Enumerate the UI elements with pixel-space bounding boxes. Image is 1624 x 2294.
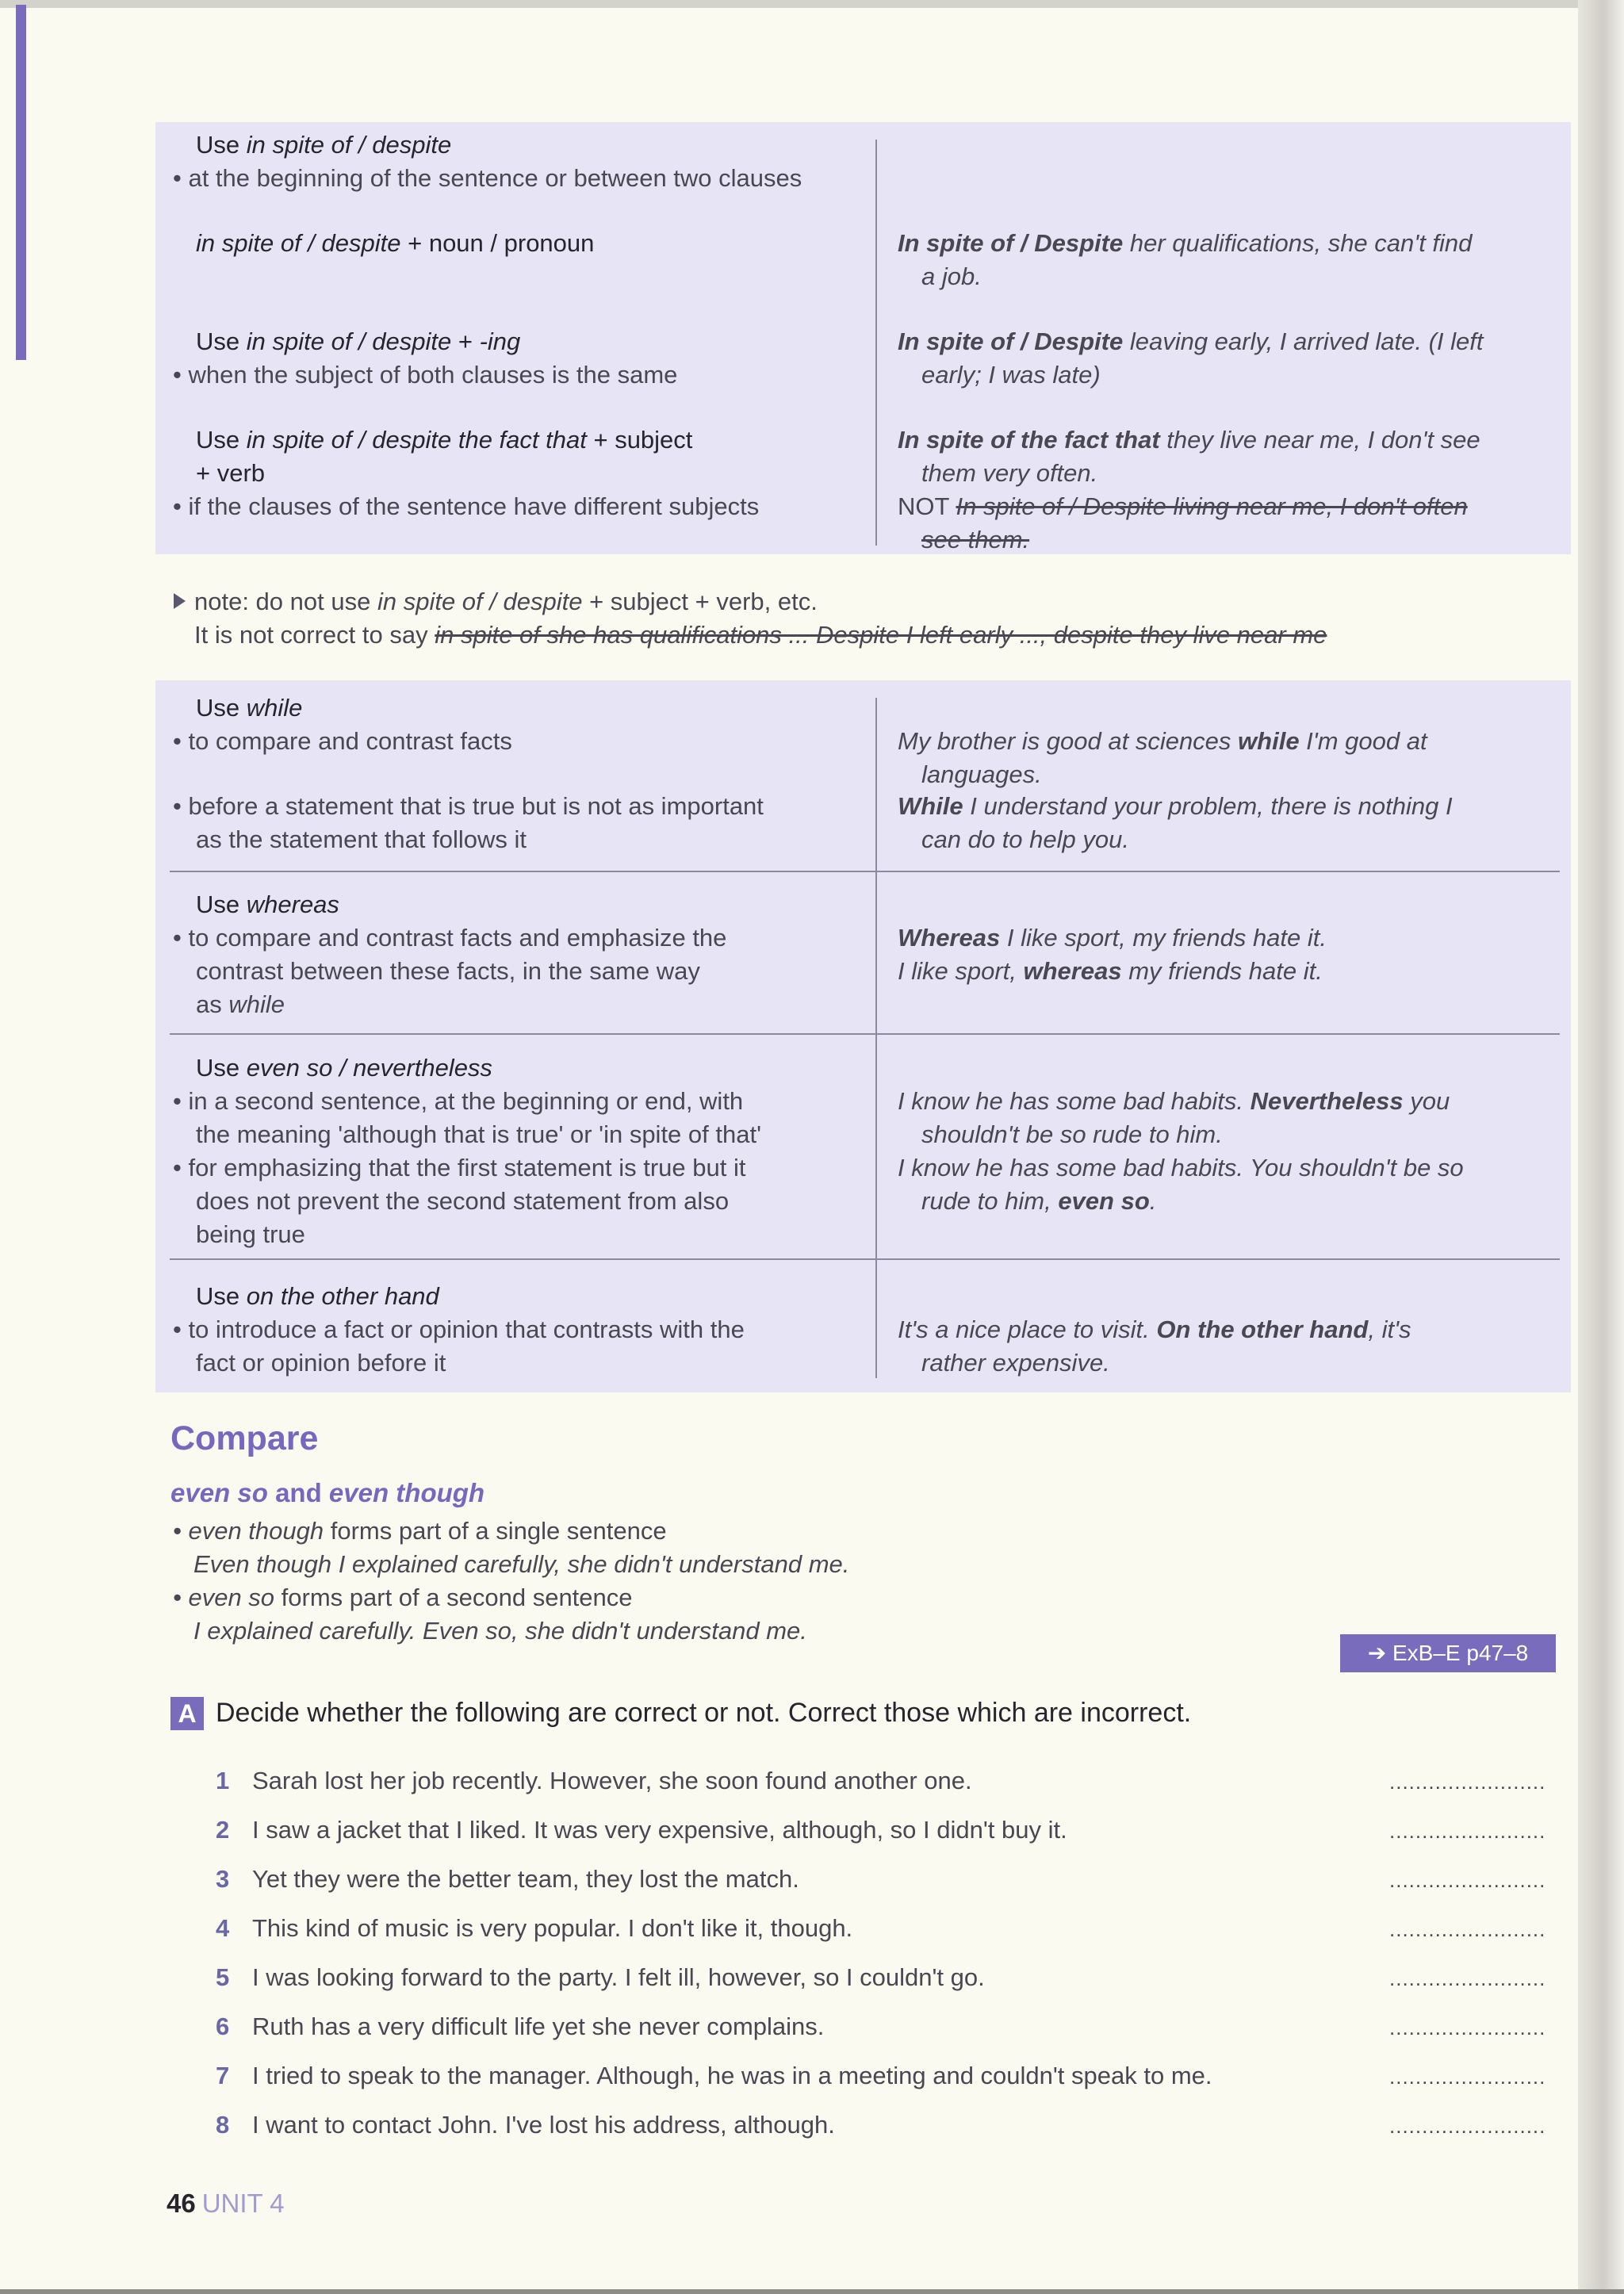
even-so-bullet-1: • in a second sentence, at the beginning or end, with: [173, 1087, 744, 1115]
rule-heading-even-so: Use even so / nevertheless: [196, 1054, 492, 1082]
pattern-noun-pronoun: in spite of / despite + noun / pronoun: [196, 229, 595, 257]
example-ing: In spite of / Despite leaving early, I arrived late. (I left: [898, 327, 1484, 355]
even-so-example-2-cont: rude to him, even so.: [921, 1187, 1157, 1215]
answer-line[interactable]: ........................: [1389, 2114, 1546, 2138]
even-so-bullet-2: • for emphasizing that the first statement is true but it: [173, 1154, 746, 1181]
note-line-2: It is not correct to say in spite of she has qualifications ... Despite I left early ..., despite they live near me: [194, 621, 1327, 649]
page-footer: [167, 2189, 285, 2219]
rule-bullet-different-subjects: • if the clauses of the sentence have different subjects: [173, 492, 760, 520]
exercise-item: 4 This kind of music is very popular. I don't like it, though.: [216, 1914, 853, 1942]
rule-bullet-same-subject: • when the subject of both clauses is the same: [173, 361, 678, 389]
exercise-item: 5 I was looking forward to the party. I felt ill, however, so I couldn't go.: [216, 1963, 985, 1991]
example-ing-cont: early; I was late): [921, 361, 1101, 389]
even-so-bullet-1-cont: the meaning 'although that is true' or 'in spite of that': [196, 1120, 761, 1148]
other-hand-bullet-1-cont: fact or opinion before it: [196, 1349, 446, 1377]
panel-2-column-divider: [875, 698, 877, 1378]
whereas-bullet-1-cont1: contrast between these facts, in the same way: [196, 957, 700, 985]
panel-1-column-divider: [875, 140, 877, 546]
while-bullet-2-cont: as the statement that follows it: [196, 825, 527, 853]
page-right-edge: [1578, 0, 1624, 2294]
exercise-instruction: Decide whether the following are correct or not. Correct those which are incorrect.: [216, 1698, 1192, 1728]
compare-example-1: Even though I explained carefully, she didn't understand me.: [193, 1550, 850, 1578]
rule-heading-in-spite-of: Use in spite of / despite: [196, 131, 452, 159]
note-arrow-icon: [174, 593, 186, 609]
rule-heading-fact-that: Use in spite of / despite the fact that + subject: [196, 426, 693, 454]
compare-bullet-2: • even so forms part of a second sentence: [173, 1584, 633, 1611]
while-example-1-cont: languages.: [921, 760, 1042, 788]
other-hand-example: It's a nice place to visit. On the other hand, it's: [898, 1316, 1411, 1343]
other-hand-bullet-1: • to introduce a fact or opinion that contrasts with the: [173, 1316, 745, 1343]
while-example-2-cont: can do to help you.: [921, 825, 1129, 853]
answer-line[interactable]: ........................: [1389, 2065, 1546, 2089]
example-fact-that-cont: them very often.: [921, 459, 1098, 487]
whereas-example-1: Whereas I like sport, my friends hate it.: [898, 924, 1327, 952]
while-example-1: My brother is good at sciences while I'm good at: [898, 727, 1427, 755]
other-hand-example-cont: rather expensive.: [921, 1349, 1110, 1377]
exercise-item: 1 Sarah lost her job recently. However, she soon found another one.: [216, 1767, 972, 1794]
exercise-item: 3 Yet they were the better team, they lost the match.: [216, 1865, 799, 1893]
even-so-example-2: I know he has some bad habits. You shouldn't be so: [898, 1154, 1464, 1181]
exercise-item: 7 I tried to speak to the manager. Although, he was in a meeting and couldn't speak to me.: [216, 2062, 1212, 2089]
exercise-a-badge: A: [170, 1697, 204, 1730]
page-number: 46: [167, 2189, 196, 2218]
example-fact-that: In spite of the fact that they live near me, I don't see: [898, 426, 1480, 454]
cross-reference-link[interactable]: ➔ ExB–E p47–8: [1340, 1634, 1556, 1672]
rule-bullet-position: • at the beginning of the sentence or between two clauses: [173, 164, 802, 192]
unit-label: UNIT 4: [201, 2189, 285, 2218]
rule-heading-while: Use while: [196, 694, 303, 722]
exercise-item: 2 I saw a jacket that I liked. It was very expensive, although, so I didn't buy it.: [216, 1816, 1067, 1844]
note-line-1: note: do not use in spite of / despite + subject + verb, etc.: [194, 588, 818, 615]
example-noun: In spite of / Despite her qualifications, she can't find: [898, 229, 1473, 257]
exercise-item: 6 Ruth has a very difficult life yet she never complains.: [216, 2013, 825, 2040]
row-separator-1: [170, 871, 1560, 872]
rule-heading-ing: Use in spite of / despite + -ing: [196, 327, 521, 355]
incorrect-example-cont: see them.: [921, 526, 1030, 553]
answer-line[interactable]: ........................: [1389, 1868, 1546, 1892]
while-bullet-1: • to compare and contrast facts: [173, 727, 512, 755]
page-bottom-edge: [0, 2289, 1624, 2294]
rule-heading-whereas: Use whereas: [196, 890, 339, 918]
answer-line[interactable]: ........................: [1389, 1917, 1546, 1941]
answer-line[interactable]: ........................: [1389, 1967, 1546, 1990]
answer-line[interactable]: ........................: [1389, 1819, 1546, 1843]
rule-heading-fact-that-cont: + verb: [196, 459, 266, 487]
rule-heading-other-hand: Use on the other hand: [196, 1282, 439, 1310]
even-so-example-1: I know he has some bad habits. Nevertheless you: [898, 1087, 1450, 1115]
page-top-edge: [0, 0, 1624, 8]
while-example-2: While I understand your problem, there is nothing I: [898, 792, 1453, 820]
compare-example-2: I explained carefully. Even so, she didn't understand me.: [193, 1617, 807, 1645]
section-accent-bar: [16, 5, 26, 360]
while-bullet-2: • before a statement that is true but is not as important: [173, 792, 764, 820]
answer-line[interactable]: ........................: [1389, 1770, 1546, 1794]
whereas-bullet-1: • to compare and contrast facts and emphasize the: [173, 924, 727, 952]
row-separator-2: [170, 1033, 1560, 1035]
incorrect-example: NOT In spite of / Despite living near me, I don't often: [898, 492, 1468, 520]
whereas-bullet-1-cont2: as while: [196, 990, 285, 1018]
compare-bullet-1: • even though forms part of a single sentence: [173, 1517, 667, 1545]
answer-line[interactable]: ........................: [1389, 2016, 1546, 2039]
even-so-bullet-2-cont1: does not prevent the second statement from also: [196, 1187, 730, 1215]
compare-subtitle: even so and even though: [170, 1478, 485, 1507]
example-noun-cont: a job.: [921, 262, 982, 290]
whereas-example-2: I like sport, whereas my friends hate it.: [898, 957, 1323, 985]
even-so-bullet-2-cont2: being true: [196, 1220, 305, 1248]
even-so-example-1-cont: shouldn't be so rude to him.: [921, 1120, 1223, 1148]
compare-title: Compare: [170, 1419, 319, 1457]
row-separator-3: [170, 1258, 1560, 1260]
exercise-item: 8 I want to contact John. I've lost his address, although.: [216, 2111, 835, 2139]
